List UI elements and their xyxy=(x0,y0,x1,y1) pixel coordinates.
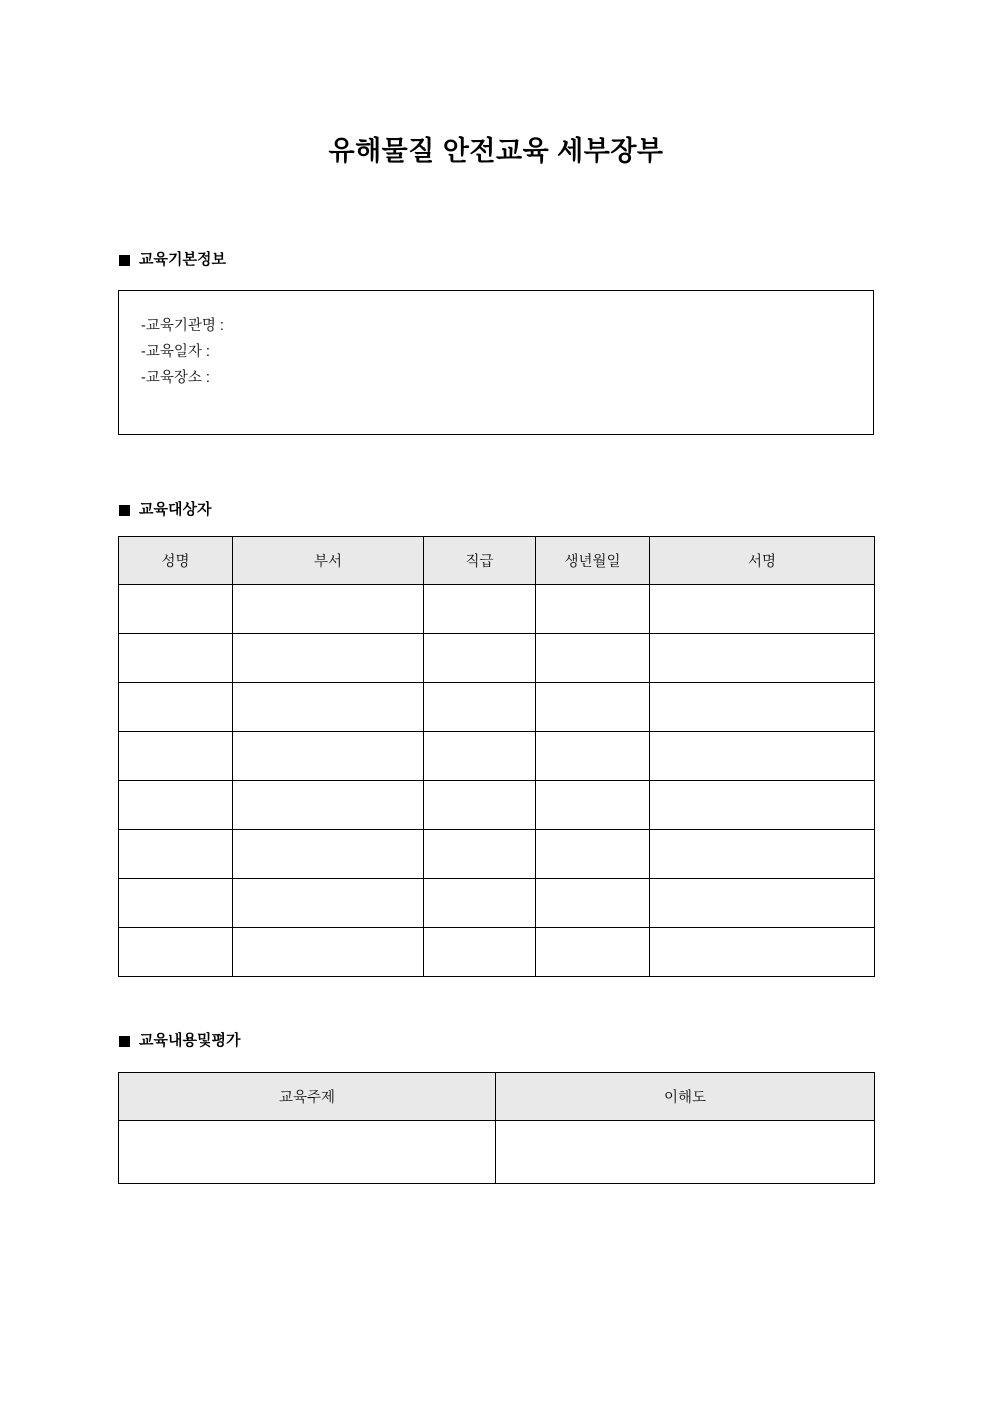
cell-birth[interactable] xyxy=(536,732,650,781)
cell-dept[interactable] xyxy=(233,732,424,781)
cell-birth[interactable] xyxy=(536,585,650,634)
cell-rank[interactable] xyxy=(424,830,536,879)
cell-name[interactable] xyxy=(119,830,233,879)
cell-dept[interactable] xyxy=(233,683,424,732)
cell-name[interactable] xyxy=(119,634,233,683)
cell-understanding[interactable] xyxy=(496,1121,875,1184)
cell-signature[interactable] xyxy=(650,585,875,634)
cell-rank[interactable] xyxy=(424,781,536,830)
cell-rank[interactable] xyxy=(424,732,536,781)
cell-name[interactable] xyxy=(119,585,233,634)
cell-name[interactable] xyxy=(119,732,233,781)
cell-birth[interactable] xyxy=(536,879,650,928)
cell-topic[interactable] xyxy=(119,1121,496,1184)
cell-birth[interactable] xyxy=(536,830,650,879)
table-row xyxy=(119,683,875,732)
cell-birth[interactable] xyxy=(536,928,650,977)
square-bullet-icon xyxy=(119,505,130,516)
cell-signature[interactable] xyxy=(650,879,875,928)
cell-signature[interactable] xyxy=(650,683,875,732)
section-heading-content-eval xyxy=(119,1031,240,1051)
column-header-name: 성명 xyxy=(119,537,233,585)
column-header-topic: 교육주제 xyxy=(119,1073,496,1121)
cell-rank[interactable] xyxy=(424,634,536,683)
section-heading-basic-info-label: 교육기본정보 xyxy=(139,251,226,268)
cell-birth[interactable] xyxy=(536,634,650,683)
column-header-dept: 부서 xyxy=(233,537,424,585)
square-bullet-icon xyxy=(119,255,130,266)
cell-rank[interactable] xyxy=(424,585,536,634)
cell-dept[interactable] xyxy=(233,585,424,634)
cell-rank[interactable] xyxy=(424,683,536,732)
column-header-birth: 생년월일 xyxy=(536,537,650,585)
info-line-institution: -교육기관명 : xyxy=(141,318,224,334)
page-title: 유해물질 안전교육 세부장부 xyxy=(328,136,664,166)
cell-dept[interactable] xyxy=(233,830,424,879)
info-line-location: -교육장소 : xyxy=(141,370,210,386)
table-header-row xyxy=(119,537,875,585)
section-heading-attendees xyxy=(119,500,211,520)
table-row xyxy=(119,634,875,683)
content-evaluation-table xyxy=(118,1072,875,1184)
table-row xyxy=(119,1121,875,1184)
cell-name[interactable] xyxy=(119,879,233,928)
info-line-date: -교육일자 : xyxy=(141,344,210,360)
cell-birth[interactable] xyxy=(536,781,650,830)
table-row xyxy=(119,732,875,781)
section-heading-content-eval-label: 교육내용및평가 xyxy=(139,1032,241,1049)
cell-dept[interactable] xyxy=(233,879,424,928)
cell-name[interactable] xyxy=(119,781,233,830)
cell-dept[interactable] xyxy=(233,781,424,830)
cell-rank[interactable] xyxy=(424,879,536,928)
cell-birth[interactable] xyxy=(536,683,650,732)
basic-info-box xyxy=(118,290,874,435)
cell-signature[interactable] xyxy=(650,781,875,830)
table-header-row xyxy=(119,1073,875,1121)
cell-rank[interactable] xyxy=(424,928,536,977)
table-row xyxy=(119,585,875,634)
cell-name[interactable] xyxy=(119,683,233,732)
attendees-table xyxy=(118,536,875,977)
column-header-rank: 직급 xyxy=(424,537,536,585)
square-bullet-icon xyxy=(119,1036,130,1047)
cell-signature[interactable] xyxy=(650,732,875,781)
cell-signature[interactable] xyxy=(650,830,875,879)
cell-name[interactable] xyxy=(119,928,233,977)
table-row xyxy=(119,830,875,879)
section-heading-attendees-label: 교육대상자 xyxy=(139,501,212,518)
cell-signature[interactable] xyxy=(650,634,875,683)
column-header-signature: 서명 xyxy=(650,537,875,585)
table-row xyxy=(119,928,875,977)
section-heading-basic-info xyxy=(119,250,226,270)
cell-dept[interactable] xyxy=(233,634,424,683)
table-row xyxy=(119,781,875,830)
table-row xyxy=(119,879,875,928)
cell-signature[interactable] xyxy=(650,928,875,977)
column-header-understanding: 이해도 xyxy=(496,1073,875,1121)
cell-dept[interactable] xyxy=(233,928,424,977)
